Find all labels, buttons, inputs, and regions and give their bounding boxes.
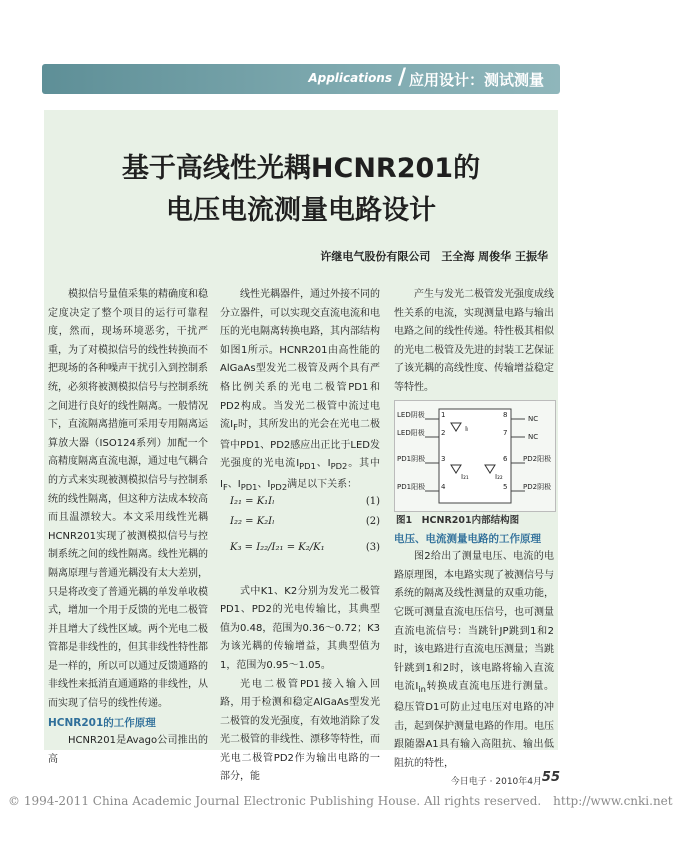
footer-page-number: 55 bbox=[541, 770, 560, 785]
figure-caption: 图1 HCNR201内部结构图 bbox=[396, 515, 520, 526]
header-section-title: 应用设计：测试测量 bbox=[408, 71, 544, 89]
label-nc-1: NC bbox=[528, 415, 539, 423]
label-pd1-anode: PD1阳极 bbox=[397, 483, 426, 491]
col2-paragraph-2: 式中K1、K2分别为发光二极管PD1、PD2的光电传输比，其典型值为0.48，范围为0.36～0.72；K3为该光耦的传输增益，其典型值为1，范围为0.95～1.05。 bbox=[220, 585, 380, 671]
pin-2: 2 bbox=[441, 429, 446, 437]
text-column-3 bbox=[394, 286, 554, 773]
pin-6: 6 bbox=[503, 455, 508, 463]
label-ipd1: I₂₁ bbox=[461, 473, 469, 481]
pin-1: 1 bbox=[441, 411, 446, 419]
chip-body bbox=[439, 409, 511, 503]
col3-paragraph-2: 图2给出了测量电压、电流的电路原理图，本电路实现了被测信号与系统的隔离及线性测量的双重功能，它既可测量直流电压信号，也可测量直流电流信号：当跳针JP跳到1和2时，该电路进行直流电压测量；当跳针跳到1和2时，该电路将输入直流电流$I_{in}$转换成直流电压进行测量。稳压管D1可防止过电压对电路的冲击，起到保护测量电路的作用。电压跟随器A1具有输入高阻抗、输出低阻抗的特性， bbox=[394, 551, 555, 769]
section-title-measurement: 电压、电流测量电路的工作原理 bbox=[394, 532, 541, 545]
pin-8: 8 bbox=[503, 411, 508, 419]
equation-3: K₃ = I₂₂/I₂₁ = K₂/K₁ bbox=[230, 542, 325, 553]
text-column-1 bbox=[48, 286, 208, 769]
label-ipd2: I₂₂ bbox=[495, 473, 503, 481]
label-if: Iₗ bbox=[465, 425, 469, 433]
equations-block bbox=[224, 494, 380, 574]
label-pd2-cathode: PD2阴极 bbox=[523, 483, 552, 491]
pin-3: 3 bbox=[441, 455, 446, 463]
copyright-notice: © 1994-2011 China Academic Journal Electronic Publishing House. All rights reserved. http://www.cnki.net bbox=[8, 794, 673, 808]
section-title-hcnr201: HCNR201的工作原理 bbox=[48, 716, 156, 729]
col1-paragraph-1: 模拟信号量值采集的精确度和稳定度决定了整个项目的运行可靠程度，然而，现场环境恶劣，干扰严重，为了对模拟信号的线性转换而不把现场的各种噪声干扰引入到控制系统，必须将被测模拟信号与控制系统之间进行良好的线性隔离。一般情况下，直流隔离措施可采用专用隔离运算放大器（ISO124系列）加配一个高精度隔离直流电源，通过电气耦合的方式来实现被测模拟信号与控制系统的线性隔离，但这种方法成本较高而且温漂较大。本文采用线性光耦HCNR201实现了被测模拟信号与控制系统之间的线性隔离。线性光耦的隔离原理与普通光耦没有太大差别，只是将改变了普通光耦的单发单收模式，增加一个用于反馈的光电二极管并且增大了线性区域。两个光电二极管都是非线性的，但其非线性特性都是一样的，所以可以通过反馈通路的非线性来抵消直通通路的非线性，从而实现了信号的线性传递。 bbox=[48, 289, 208, 710]
col2-paragraph-3: 光电二极管PD1接入输入回路，用于检测和稳定AlGaAs型发光二极管的发光强度，有效地消除了发光二极管的非线性、漂移等特性，而光电二极管PD2作为输出电路的一部分，能 bbox=[220, 678, 380, 783]
hcnr201-diagram bbox=[395, 401, 555, 511]
col1-paragraph-2: HCNR201是Avago公司推出的高 bbox=[48, 735, 208, 765]
figure-hcnr201-structure bbox=[394, 400, 556, 512]
col2-paragraph-1: 线性光耦器件，通过外接不同的分立器件，可以实现交直流电流和电压的光电隔离转换电路，其内部结构如图1所示。HCNR201由高性能的AlGaAs型发光二极管及两个具有严格比例关系的光电二极管PD1和PD2构成。当发光二极管中流过电流$I_F$时，其所发出的光会在光电二极管中PD1、PD2感应出正比于LED发光强度的光电流$I_{PD1}$、$I_{PD2}$。其中$I_F$、$I_{PD1}$、$I_{PD2}$满足以下关系： bbox=[220, 289, 381, 492]
article-title-line1: 基于高线性光耦HCNR201的 bbox=[121, 153, 481, 184]
col3-paragraph-1: 产生与发光二极管发光强度成线性关系的电流，实现测量电路与输出电路之间的线性传递。特性极其相似的光电二极管及先进的封装工艺保证了该光耦的高线性度、传输增益稳定等特性。 bbox=[394, 289, 554, 393]
pin-5: 5 bbox=[503, 483, 508, 491]
label-led-cathode: LED阴极 bbox=[397, 411, 425, 419]
label-led-anode: LED阳极 bbox=[397, 429, 425, 437]
label-pd1-cathode: PD1阴极 bbox=[397, 455, 426, 463]
header-slash: / bbox=[397, 65, 406, 90]
pin-7: 7 bbox=[503, 429, 508, 437]
equation-1: I₂₁ = K₁Iₗ bbox=[230, 496, 275, 507]
footer-magazine: 今日电子 · 2010年4月 bbox=[450, 777, 542, 787]
equation-1-number: (1) bbox=[365, 496, 380, 507]
equation-2: I₂₂ = K₂Iₗ bbox=[230, 516, 275, 527]
pin-4: 4 bbox=[441, 483, 446, 491]
equation-2-number: (2) bbox=[365, 516, 380, 527]
label-pd2-anode: PD2阳极 bbox=[523, 455, 552, 463]
article-title-line2: 电压电流测量电路设计 bbox=[166, 195, 436, 226]
header-category: Applications bbox=[308, 71, 392, 85]
equation-3-number: (3) bbox=[365, 542, 380, 553]
label-nc-2: NC bbox=[528, 433, 539, 441]
section-header-bar bbox=[42, 64, 560, 94]
article-authors: 许继电气股份有限公司 王全海 周俊华 王振华 bbox=[320, 250, 548, 263]
